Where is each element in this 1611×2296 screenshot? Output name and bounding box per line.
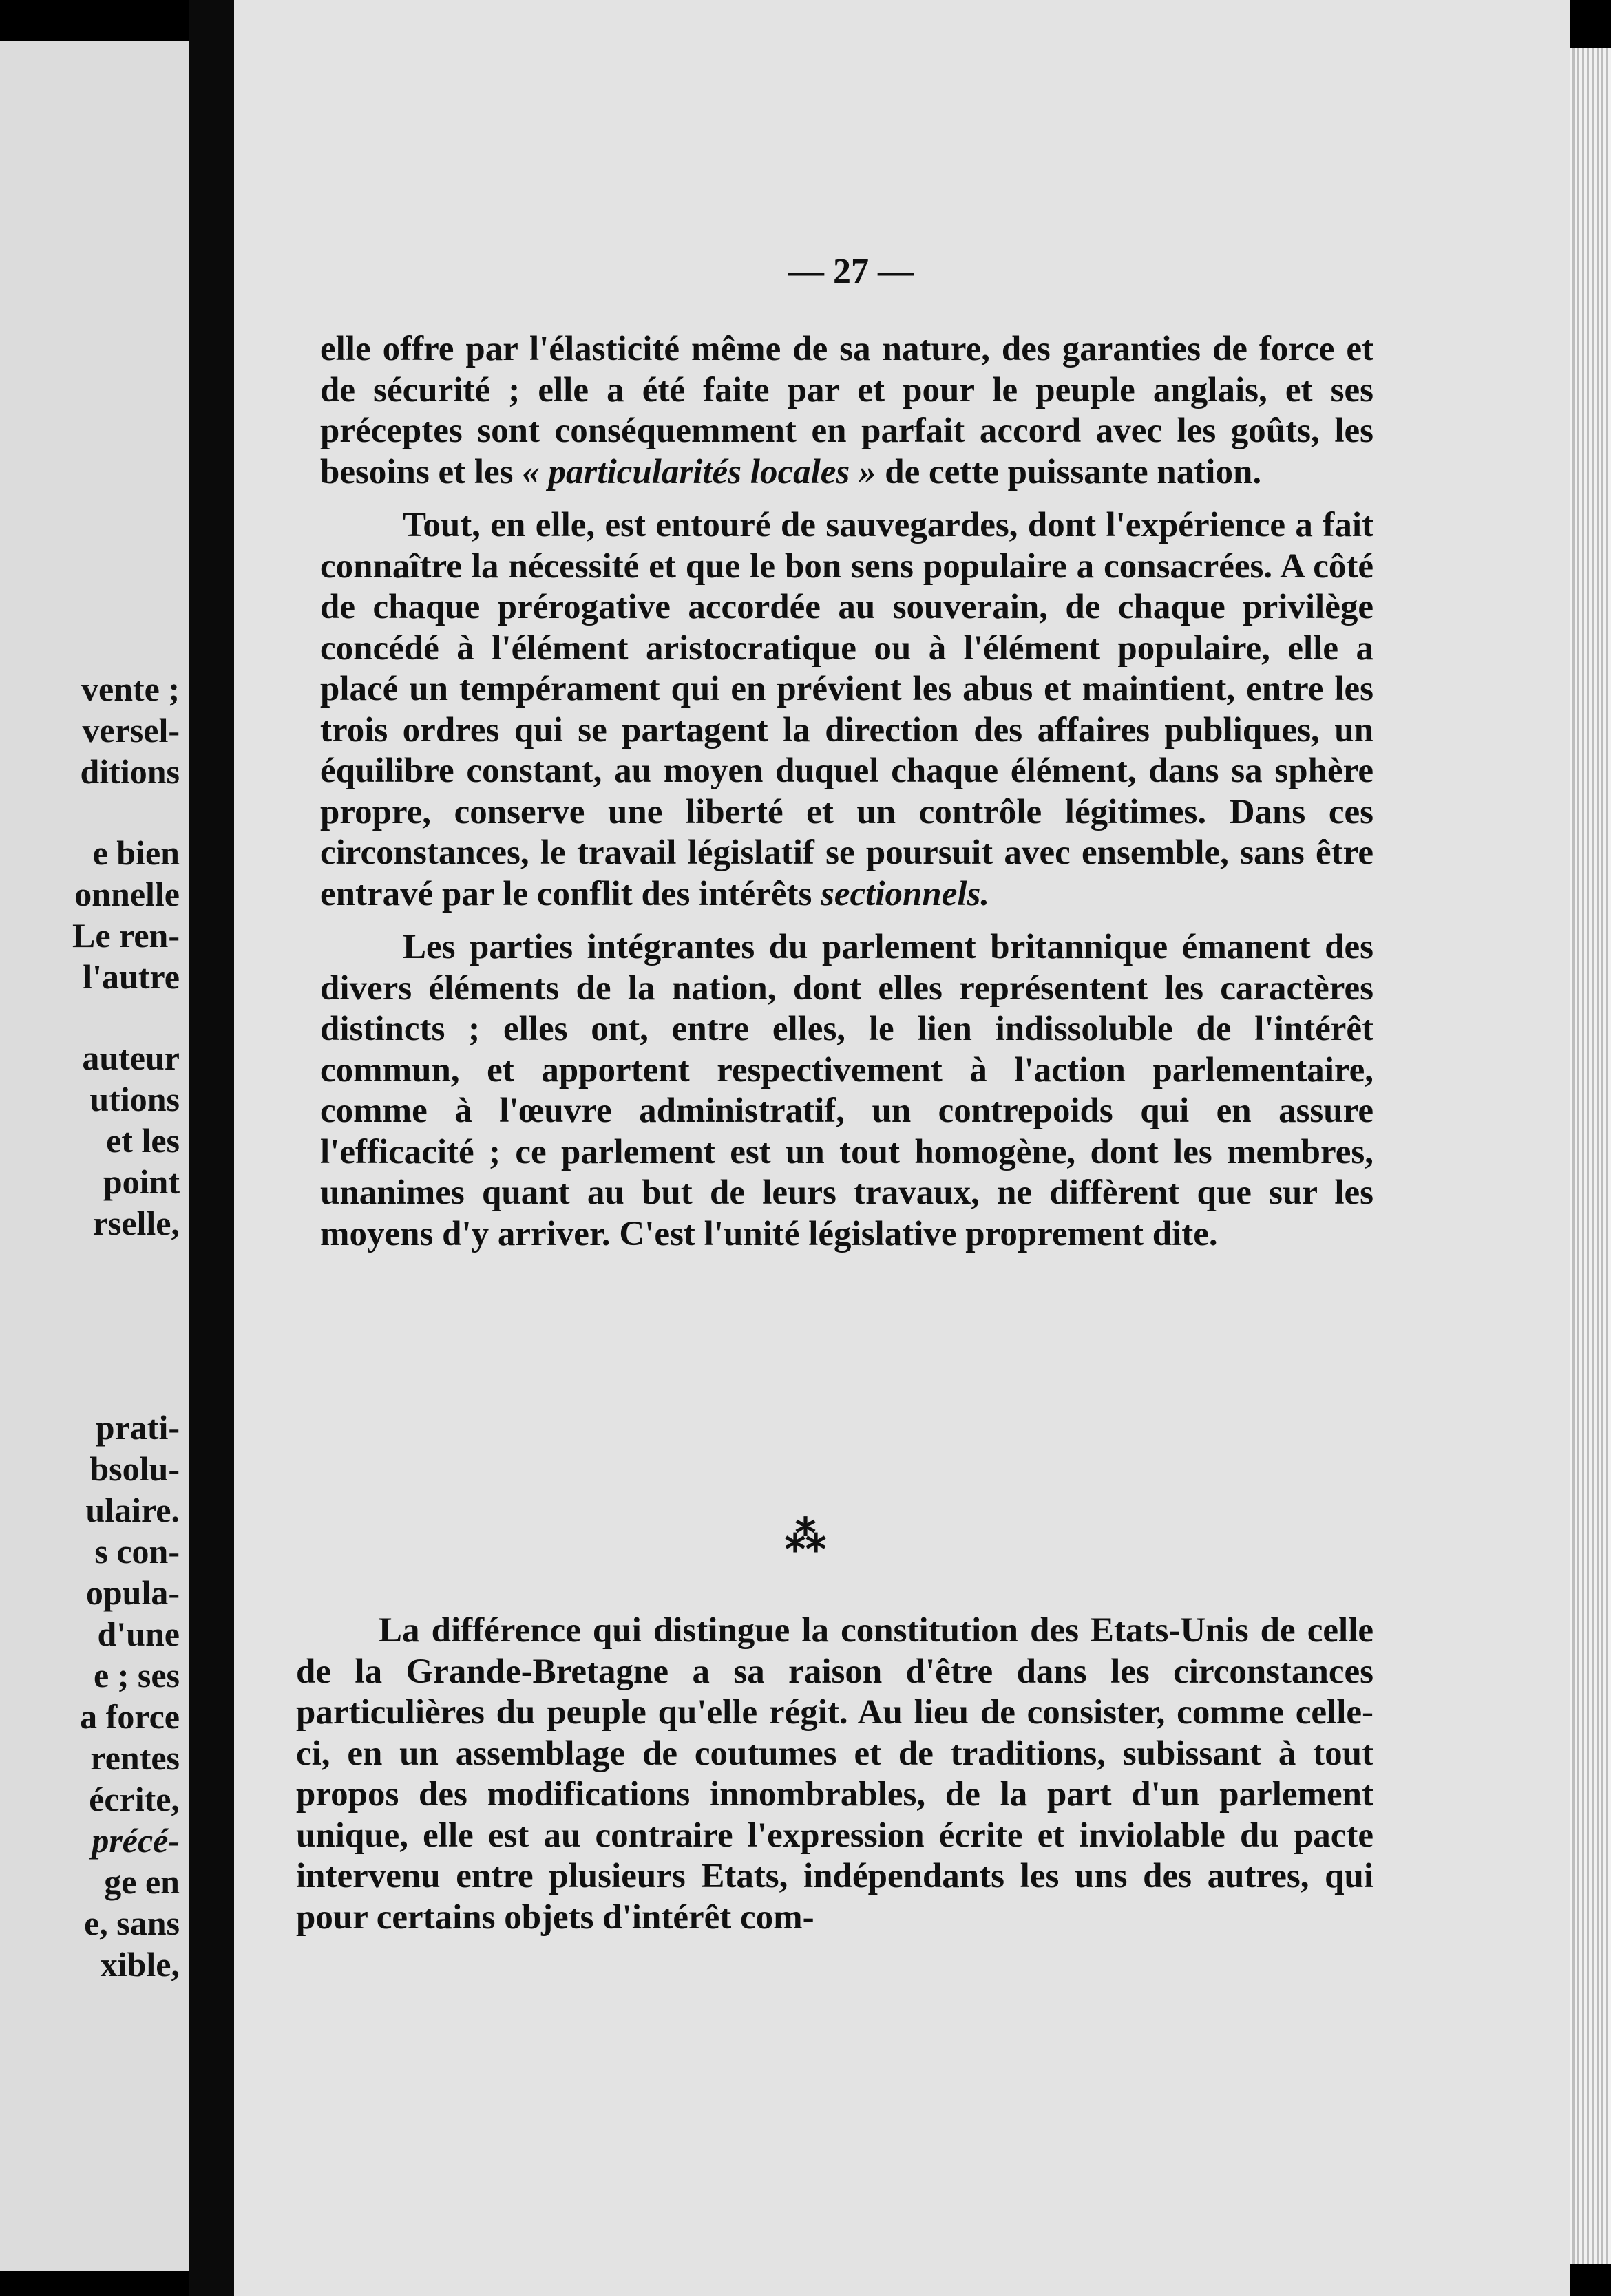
facing-line: rselle, xyxy=(92,1204,180,1242)
italic-phrase: sectionnels. xyxy=(821,874,990,913)
facing-line: xible, xyxy=(100,1945,180,1984)
facing-line: ditions xyxy=(80,752,180,791)
facing-line: bsolu- xyxy=(90,1449,180,1488)
facing-line: opula- xyxy=(85,1573,180,1612)
paragraph-text: de cette puissante nation. xyxy=(885,452,1262,491)
facing-line: a force xyxy=(80,1697,180,1736)
facing-line: ge en xyxy=(104,1862,180,1901)
facing-line: Le ren- xyxy=(72,916,180,955)
facing-line: rentes xyxy=(90,1739,180,1777)
paragraph xyxy=(320,505,1373,915)
facing-line: utions xyxy=(90,1080,180,1118)
main-text xyxy=(320,329,1373,1255)
italic-phrase: « particularités locales » xyxy=(522,452,876,491)
facing-line: s con- xyxy=(94,1532,180,1571)
facing-line: précé- xyxy=(92,1821,180,1860)
main-text-continued xyxy=(296,1611,1373,1938)
paragraph: Les parties intégrantes du parlement britannique émanent des divers éléments de la nation, dont elles représentent les caractères distincts ; elles ont, entre elles, le lien indissoluble de l'intérêt commun, et apportent respectivement à l'action parlementaire, comme à l'œuvre administratif, un contrepoids qui en assure l'efficacité ; ce parlement est un tout homogène, dont les membres, unanimes quant au but de leurs travaux, ne diffèrent que sur les moyens d'y arriver. C'est l'unité législative proprement dite. xyxy=(320,928,1373,1253)
facing-line: e, sans xyxy=(84,1904,180,1942)
facing-line: point xyxy=(103,1162,180,1201)
facing-line: auteur xyxy=(82,1039,180,1077)
page-edges xyxy=(1570,48,1611,2264)
facing-line: versel- xyxy=(82,711,180,750)
facing-line: et les xyxy=(106,1121,180,1160)
page-number: — 27 — xyxy=(788,252,914,291)
paragraph xyxy=(320,329,1373,493)
facing-line: ulaire. xyxy=(85,1491,180,1529)
paragraph-text: elle offre par l'élasticité même de sa nature, des garanties de force et de sécurité ; elle a été faite par et pour le peuple anglais, et ses préceptes sont conséquemment en parfait accord avec les goûts, les besoins et les xyxy=(320,330,1373,491)
facing-line: d'une xyxy=(97,1615,180,1653)
book-gutter xyxy=(189,0,234,2296)
paragraph: La différence qui distingue la constitution des Etats-Unis de celle de la Grande-Bretagne a sa raison d'être dans les circonstances particulières du peuple qu'elle régit. Au lieu de consister, comme celle-ci, en un assemblage de coutumes et de traditions, subissant à tout propos des modifications innombrables, de la part d'un parlement unique, elle est au contraire l'expression écrite et inviolable du pacte intervenu entre plusieurs Etats, indépendants les uns des autres, qui pour certains objets d'intérêt com- xyxy=(296,1611,1373,1937)
facing-line: vente ; xyxy=(81,670,180,708)
paragraph-text: Tout, en elle, est entouré de sauvegardes, dont l'expérience a fait connaître la nécessité et que le bon sens populaire a consacrées. A côté de chaque prérogative accordée au souverain, de chaque privilège concédé à l'élément aristocratique ou à l'élément populaire, elle a placé un tempérament qui en prévient les abus et maintient, entre les trois ordres qui se partagent la direction des affaires publiques, un équilibre constant, au moyen duquel chaque élément, dans sa sphère propre, conserve une liberté et un contrôle légitimes. Dans ces circonstances, le travail législatif se poursuit avec ensemble, sans être entravé par le conflit des intérêts xyxy=(320,506,1373,913)
facing-line: onnelle xyxy=(74,875,180,913)
facing-line: écrite, xyxy=(89,1780,180,1818)
section-asterism: ⁂ xyxy=(785,1514,826,1560)
facing-line: e ; ses xyxy=(94,1656,180,1694)
facing-line: prati- xyxy=(95,1408,180,1447)
facing-line: l'autre xyxy=(83,957,180,996)
facing-page-fragment xyxy=(0,41,189,2271)
facing-line: e bien xyxy=(92,833,180,872)
